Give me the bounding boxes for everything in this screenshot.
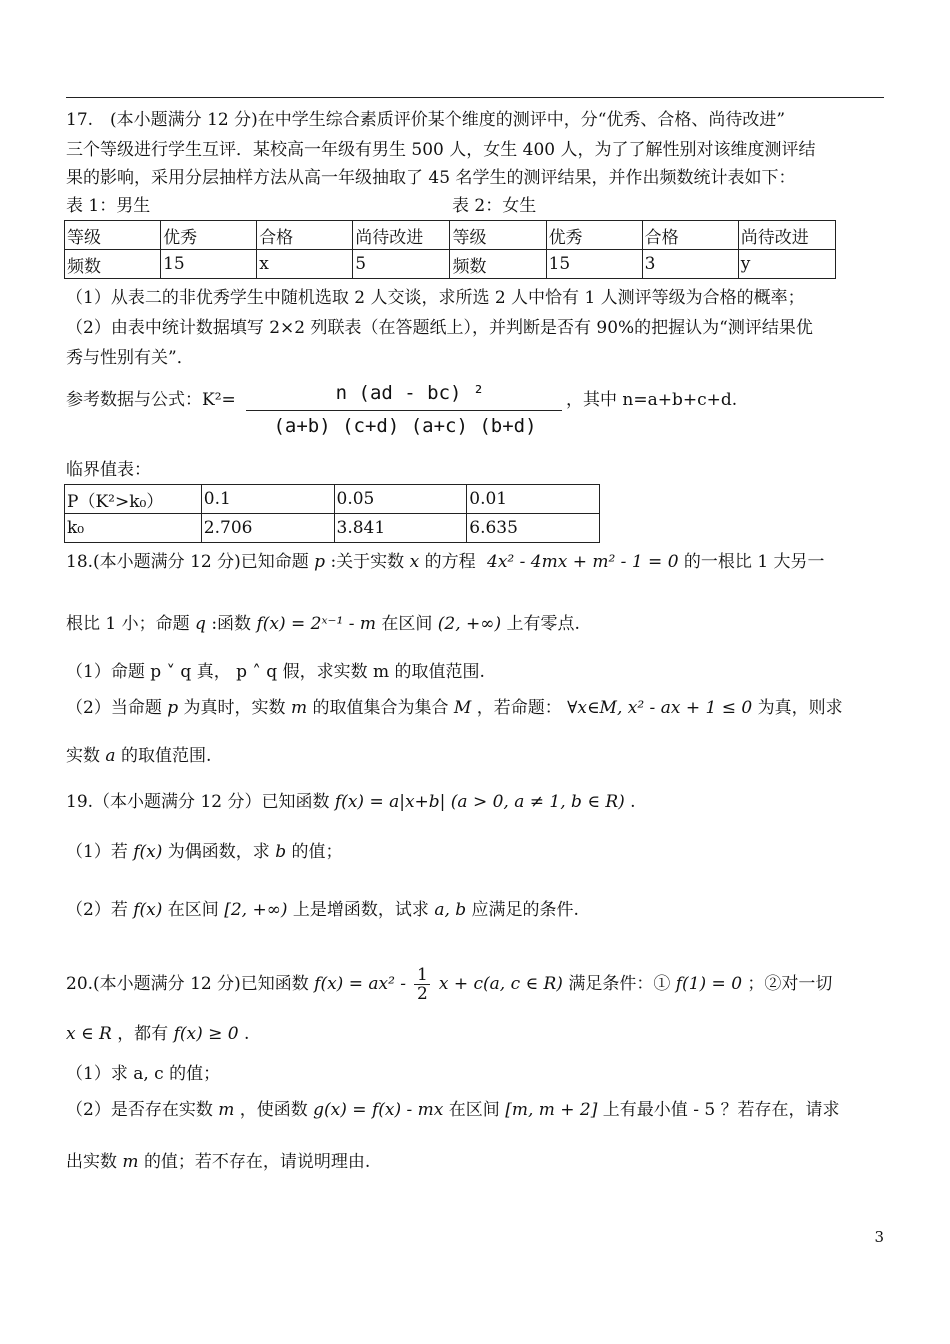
table-cell: 6.635 bbox=[467, 514, 600, 543]
q18-text: 根比 1 小；命题 bbox=[66, 614, 190, 634]
set-m: M bbox=[453, 698, 472, 718]
domain-condition: x ∈ R bbox=[66, 1024, 112, 1044]
function-fx: f(x) bbox=[133, 842, 163, 862]
q19-text: 的值； bbox=[291, 842, 343, 862]
table-cell: 优秀 bbox=[546, 221, 642, 250]
q18-text: ，若命题： bbox=[476, 698, 562, 718]
q20-text: ？若存在，请求 bbox=[720, 1100, 840, 1120]
q20-part2 bbox=[66, 1098, 840, 1122]
fraction-denominator: 2 bbox=[417, 984, 428, 1004]
function-g: g(x) = f(x) - mx bbox=[313, 1100, 444, 1120]
variable-x: x bbox=[409, 552, 420, 572]
table-cell: 尚待改进 bbox=[353, 221, 450, 250]
q20-text: 出实数 bbox=[66, 1152, 117, 1172]
q18-text: 的一根比 1 大另一 bbox=[683, 552, 825, 572]
formula-numerator: n (ad - bc) ² bbox=[335, 382, 485, 404]
table-cell: 优秀 bbox=[161, 221, 257, 250]
q17-part1: （1）从表二的非优秀学生中随机选取 2 人交谈，求所选 2 人中恰有 1 人测评等级为合格的概率； bbox=[66, 288, 805, 308]
condition-two: f(x) ≥ 0 bbox=[173, 1024, 239, 1044]
q18-text: （2）当命题 bbox=[66, 698, 162, 718]
variable-a: a bbox=[105, 746, 116, 766]
table-cell: 合格 bbox=[257, 221, 353, 250]
q19-text: 为偶函数，求 bbox=[167, 842, 270, 862]
q18-text: 的方程 bbox=[424, 552, 476, 572]
variable-m: m bbox=[122, 1152, 139, 1172]
q20-text: 满足条件：① bbox=[568, 974, 671, 994]
q20-part2-cont bbox=[66, 1150, 370, 1174]
variable-m: m bbox=[218, 1100, 235, 1120]
table1-caption: 表 1：男生 bbox=[66, 196, 151, 216]
table-cell: x bbox=[257, 250, 353, 279]
q18-line1 bbox=[66, 550, 825, 574]
function-expression: f(x) = 2ˣ⁻¹ - m bbox=[256, 614, 376, 634]
table-cell: 等级 bbox=[65, 221, 161, 250]
table-row bbox=[65, 514, 600, 543]
variable-m: m bbox=[290, 698, 308, 718]
table-cell: 合格 bbox=[642, 221, 738, 250]
q18-intro: 18.(本小题满分 12 分)已知命题 bbox=[66, 552, 309, 572]
proposition-q: q bbox=[195, 614, 206, 634]
variable-b: b bbox=[275, 842, 287, 862]
table-cell: 等级 bbox=[450, 221, 546, 250]
table-cell: 频数 bbox=[65, 250, 161, 279]
equation: 4x² - 4mx + m² - 1 = 0 bbox=[487, 552, 679, 572]
q20-text: 的值；若不存在，请说明理由. bbox=[143, 1152, 371, 1172]
table-cell: 3 bbox=[642, 250, 738, 279]
q18-part2 bbox=[66, 696, 843, 720]
function-fx: f(x) bbox=[133, 900, 163, 920]
fraction-half bbox=[414, 966, 430, 1003]
table-cell: 15 bbox=[161, 250, 257, 279]
table-cell: y bbox=[738, 250, 835, 279]
proposition-expression: ∀x∈M, x² - ax + 1 ≤ 0 bbox=[567, 698, 753, 718]
formula-denominator: (a+b) (c+d) (a+c) (b+d) bbox=[273, 415, 537, 437]
formula-fraction-bar bbox=[246, 410, 562, 411]
q19-text: （2）若 bbox=[66, 900, 128, 920]
q18-text: 为真时，实数 bbox=[183, 698, 286, 718]
proposition-p: p bbox=[314, 552, 326, 572]
table-cell: 0.1 bbox=[201, 485, 334, 514]
q19-part1 bbox=[66, 840, 343, 864]
q18-line2 bbox=[66, 612, 580, 636]
q18-text: 的取值范围. bbox=[120, 746, 212, 766]
q20-text: 在区间 bbox=[448, 1100, 500, 1120]
q19-line1 bbox=[66, 790, 636, 814]
table-cell: P（K²>k₀） bbox=[65, 485, 202, 514]
function-expression-tail: x + c(a, c ∈ R) bbox=[438, 974, 563, 994]
q19-text: 上是增函数，试求 bbox=[292, 900, 429, 920]
table2-caption: 表 2：女生 bbox=[452, 196, 537, 216]
table-row bbox=[65, 485, 600, 514]
q20-text: （2）是否存在实数 bbox=[66, 1100, 213, 1120]
q18-text: 的取值集合为集合 bbox=[312, 698, 449, 718]
proposition-p: p bbox=[167, 698, 179, 718]
q20-text: ，都有 bbox=[117, 1024, 169, 1044]
reference-label: 参考数据与公式：K²= bbox=[66, 390, 236, 410]
table-cell: k₀ bbox=[65, 514, 202, 543]
table-cell: 15 bbox=[546, 250, 642, 279]
q19-part2 bbox=[66, 898, 579, 922]
page-number: 3 bbox=[874, 1228, 884, 1246]
critical-value-table bbox=[64, 484, 600, 543]
q17-line1: 17. (本小题满分 12 分)在中学生综合素质评价某个维度的测评中，分“优秀、合格、尚待改进” bbox=[66, 110, 786, 130]
q19-intro: 19.（本小题满分 12 分）已知函数 bbox=[66, 792, 330, 812]
q17-part2-line2: 秀与性别有关”． bbox=[66, 348, 194, 368]
q20-text: ；②对一切 bbox=[747, 974, 833, 994]
q17-line2: 三个等级进行学生互评．某校高一年级有男生 500 人，女生 400 人，为了了解性别对该维度测评结 bbox=[66, 140, 816, 160]
fraction-numerator: 1 bbox=[414, 966, 430, 985]
q18-text: :函数 bbox=[211, 614, 252, 634]
q18-text: 在区间 bbox=[381, 614, 433, 634]
minimum-value: - 5 bbox=[693, 1100, 716, 1120]
frequency-table bbox=[64, 220, 836, 279]
top-rule bbox=[66, 97, 884, 98]
condition-one: f(1) = 0 bbox=[675, 974, 743, 994]
q18-text: 为真，则求 bbox=[757, 698, 843, 718]
q19-text: （1）若 bbox=[66, 842, 128, 862]
critical-value-caption: 临界值表： bbox=[66, 460, 151, 480]
q19-text: . bbox=[630, 792, 636, 812]
table-cell: 尚待改进 bbox=[738, 221, 835, 250]
q19-text: 应满足的条件. bbox=[471, 900, 579, 920]
table-cell: 5 bbox=[353, 250, 450, 279]
q20-text: 上有最小值 bbox=[602, 1100, 688, 1120]
variables-ab: a, b bbox=[434, 900, 467, 920]
table-cell: 0.01 bbox=[467, 485, 600, 514]
q20-line1 bbox=[66, 966, 832, 1003]
function-expression: f(x) = a|x+b| (a > 0, a ≠ 1, b ∈ R) bbox=[334, 792, 625, 812]
table-row bbox=[65, 221, 836, 250]
function-expression: f(x) = ax² - bbox=[314, 974, 407, 994]
table-cell: 频数 bbox=[450, 250, 546, 279]
q18-part2-cont bbox=[66, 744, 211, 768]
q17-part2-line1: （2）由表中统计数据填写 2×2 列联表（在答题纸上），并判断是否有 90%的把握认为“测评结果优 bbox=[66, 318, 813, 338]
q20-text: . bbox=[244, 1024, 250, 1044]
q18-text: 实数 bbox=[66, 746, 100, 766]
q18-part1: （1）命题 p ˅ q 真， p ˄ q 假，求实数 m 的取值范围. bbox=[66, 662, 485, 682]
table-cell: 3.841 bbox=[334, 514, 467, 543]
table-cell: 0.05 bbox=[334, 485, 467, 514]
q17-line3: 果的影响，采用分层抽样方法从高一年级抽取了 45 名学生的测评结果，并作出频数统计表如下： bbox=[66, 168, 796, 188]
q18-text: :关于实数 bbox=[330, 552, 405, 572]
interval: [m, m + 2] bbox=[505, 1100, 598, 1120]
q20-intro: 20.(本小题满分 12 分)已知函数 bbox=[66, 974, 309, 994]
q20-line2 bbox=[66, 1022, 249, 1046]
table-cell: 2.706 bbox=[201, 514, 334, 543]
q20-text: ，使函数 bbox=[239, 1100, 308, 1120]
q18-text: 上有零点. bbox=[506, 614, 580, 634]
interval: (2, +∞) bbox=[437, 614, 502, 634]
interval: [2, +∞) bbox=[224, 900, 288, 920]
q19-text: 在区间 bbox=[167, 900, 219, 920]
table-row bbox=[65, 250, 836, 279]
q20-part1: （1）求 a, c 的值； bbox=[66, 1064, 221, 1084]
reference-tail: ，其中 n=a+b+c+d. bbox=[566, 390, 738, 410]
